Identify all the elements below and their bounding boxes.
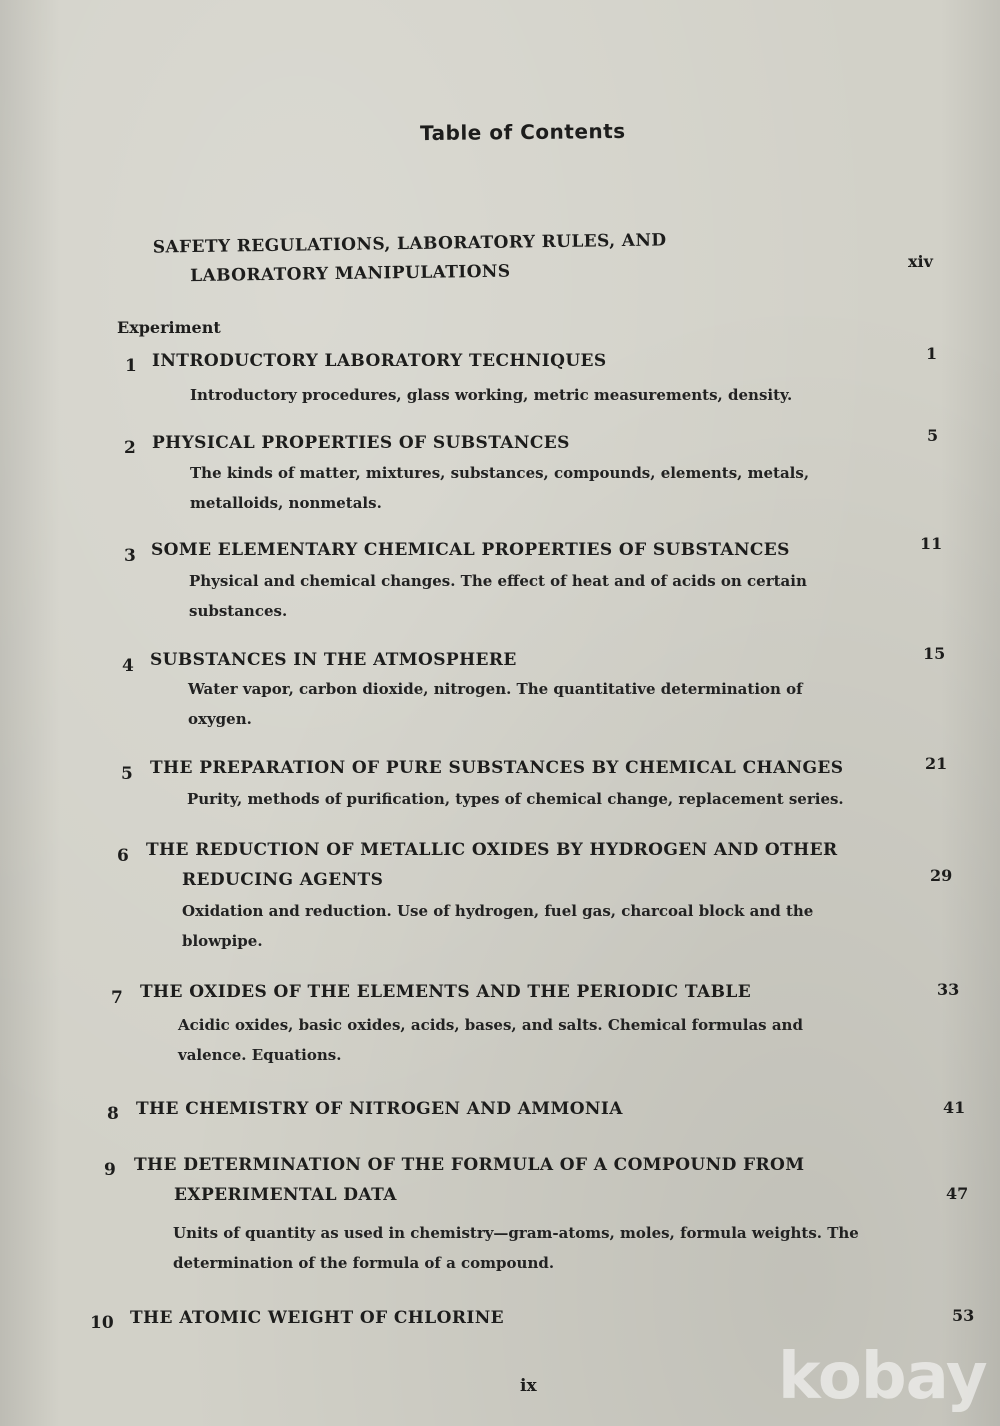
front-matter-line-2: LABORATORY MANIPULATIONS bbox=[190, 261, 511, 287]
entry-title bbox=[152, 428, 570, 458]
entry-title-line: THE ATOMIC WEIGHT OF CHLORINE bbox=[130, 1308, 505, 1328]
entry-title bbox=[134, 1150, 804, 1210]
front-matter-line-1: SAFETY REGULATIONS, LABORATORY RULES, AND bbox=[152, 230, 667, 258]
watermark-logo: kobay bbox=[778, 1340, 987, 1414]
entry-number: 5 bbox=[121, 764, 133, 784]
entry-description: The kinds of matter, mixtures, substances, compounds, elements, metals, metalloids, nonmetals. bbox=[190, 464, 810, 512]
entry-description: Water vapor, carbon dioxide, nitrogen. The quantitative determination of oxygen. bbox=[188, 680, 803, 728]
entry-title-line: REDUCING AGENTS bbox=[182, 870, 384, 890]
entry-title bbox=[151, 535, 790, 565]
entry-number: 6 bbox=[117, 846, 129, 866]
entry-page-number: 47 bbox=[946, 1184, 969, 1203]
entry-description: Physical and chemical changes. The effect of heat and of acids on certain substances. bbox=[189, 572, 807, 620]
entry-description: Oxidation and reduction. Use of hydrogen, fuel gas, charcoal block and the blowpipe. bbox=[182, 902, 814, 950]
entry-page-number: 11 bbox=[920, 534, 943, 553]
entry-page-number: 1 bbox=[926, 344, 938, 363]
entry-title-line: THE REDUCTION OF METALLIC OXIDES BY HYDROGEN AND OTHER bbox=[146, 840, 838, 860]
entry-title-line: EXPERIMENTAL DATA bbox=[174, 1185, 397, 1205]
entry-description: Purity, methods of purification, types of chemical change, replacement series. bbox=[187, 790, 844, 808]
entry-title-line: SUBSTANCES IN THE ATMOSPHERE bbox=[150, 650, 517, 670]
entry-title-line: THE OXIDES OF THE ELEMENTS AND THE PERIODIC TABLE bbox=[140, 982, 752, 1002]
page-folio: ix bbox=[520, 1376, 537, 1396]
entry-title bbox=[146, 835, 838, 895]
entry-description: Acidic oxides, basic oxides, acids, bases, and salts. Chemical formulas and valence. Equations. bbox=[178, 1016, 803, 1064]
entry-title-line: INTRODUCTORY LABORATORY TECHNIQUES bbox=[152, 351, 607, 371]
entry-number: 1 bbox=[125, 356, 137, 376]
entry-page-number: 5 bbox=[927, 426, 939, 445]
front-matter-page-number: xiv bbox=[908, 252, 933, 271]
entry-number: 3 bbox=[124, 546, 136, 566]
entry-number: 4 bbox=[122, 656, 134, 676]
entry-title bbox=[150, 645, 517, 675]
entry-page-number: 33 bbox=[937, 980, 960, 999]
entry-page-number: 15 bbox=[923, 644, 946, 663]
entry-title bbox=[150, 753, 843, 783]
entry-page-number: 41 bbox=[943, 1098, 966, 1117]
entry-number: 8 bbox=[107, 1104, 119, 1124]
entry-number: 7 bbox=[111, 988, 123, 1008]
entry-title-line: PHYSICAL PROPERTIES OF SUBSTANCES bbox=[152, 433, 570, 453]
experiment-column-label: Experiment bbox=[117, 318, 221, 337]
entry-description: Units of quantity as used in chemistry—gram-atoms, moles, formula weights. The determination of the formula of a compound. bbox=[173, 1224, 859, 1272]
entry-page-number: 29 bbox=[930, 866, 953, 885]
page-title: Table of Contents bbox=[419, 118, 626, 146]
entry-title bbox=[136, 1094, 623, 1124]
front-matter-entry bbox=[153, 226, 667, 291]
entry-title bbox=[130, 1303, 504, 1333]
entry-number: 9 bbox=[104, 1160, 116, 1180]
entry-page-number: 21 bbox=[925, 754, 948, 773]
bleed-through-decoration bbox=[300, 30, 306, 48]
entry-page-number: 53 bbox=[952, 1306, 975, 1325]
entry-title-line: SOME ELEMENTARY CHEMICAL PROPERTIES OF SUBSTANCES bbox=[151, 540, 790, 560]
entry-title bbox=[140, 977, 751, 1007]
entry-title-line: THE CHEMISTRY OF NITROGEN AND AMMONIA bbox=[136, 1099, 623, 1119]
entry-number: 2 bbox=[124, 438, 136, 458]
entry-number: 10 bbox=[90, 1313, 114, 1333]
entry-title-line: THE PREPARATION OF PURE SUBSTANCES BY CHEMICAL CHANGES bbox=[150, 758, 844, 778]
entry-title-line: THE DETERMINATION OF THE FORMULA OF A COMPOUND FROM bbox=[134, 1155, 805, 1175]
entry-title bbox=[152, 346, 607, 376]
entry-description: Introductory procedures, glass working, metric measurements, density. bbox=[190, 386, 793, 404]
